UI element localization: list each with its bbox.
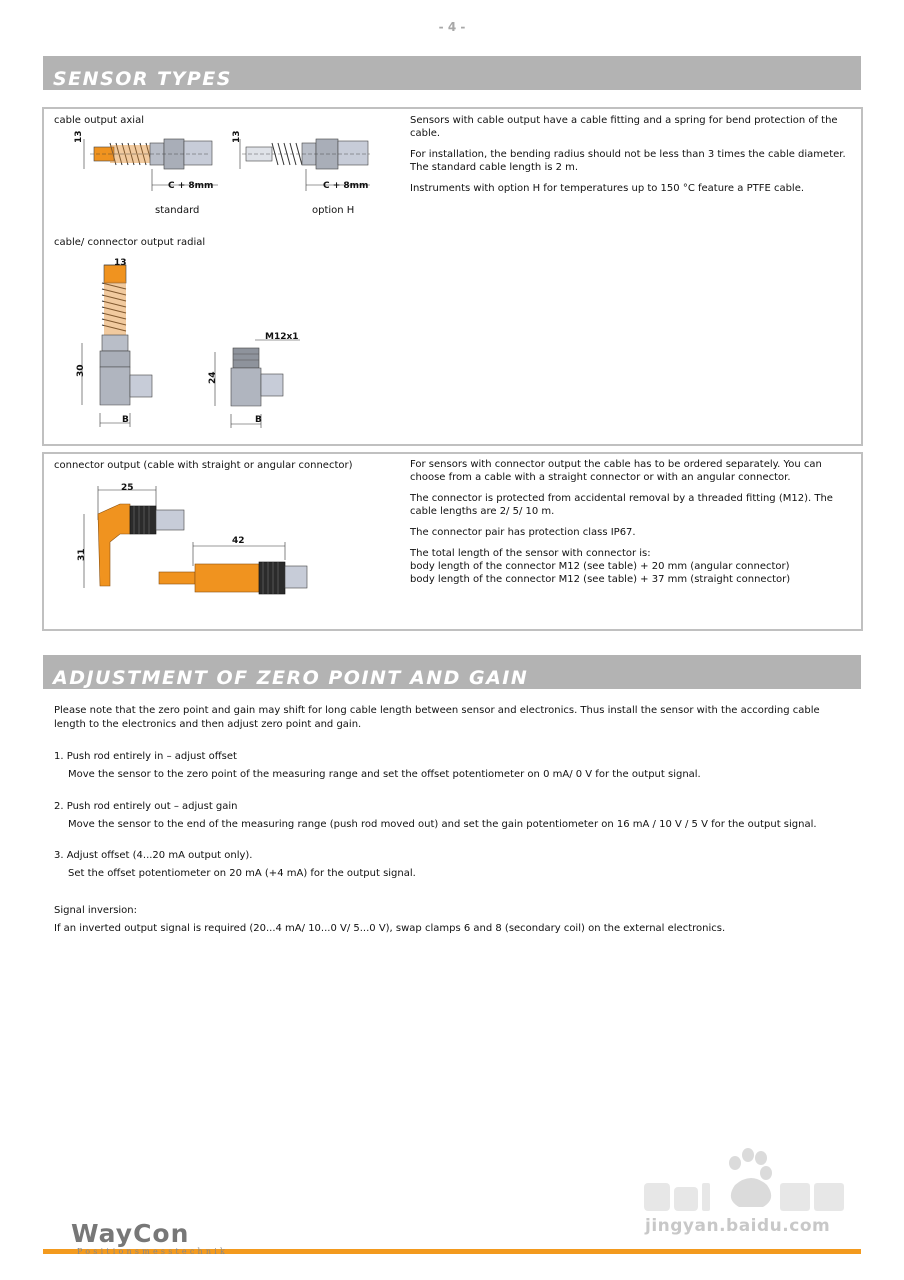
label-cable-output-axial: cable output axial	[54, 115, 144, 126]
adjustment-intro: Please note that the zero point and gain may shift for long cable length between sensor and electronics. Thus install the sensor with the according cable length to the electronics and then adjust zero point and gain.	[54, 705, 820, 730]
label-connector-output: connector output (cable with straight or angular connector)	[54, 460, 353, 471]
step-detail: Move the sensor to the end of the measuring range (push rod moved out) and set the gain potentiometer on 16 mA / 10 V / 5 V for the output signal.	[68, 818, 817, 830]
label-cable-connector-radial: cable/ connector output radial	[54, 237, 206, 248]
dim-b-radial-cable: B	[122, 415, 129, 425]
dim-25: 25	[121, 483, 134, 493]
section-title: ADJUSTMENT OF ZERO POINT AND GAIN	[53, 667, 529, 689]
dim-13-standard: 13	[74, 130, 84, 143]
paragraph: For sensors with connector output the cable has to be ordered separately. You can choose from a cable with a straight connector or with an angular connector.	[410, 459, 822, 483]
section-banner-sensor-types	[43, 56, 861, 90]
section-banner-adjustment	[43, 655, 861, 689]
total-length-intro: The total length of the sensor with connector is:	[410, 548, 651, 559]
signal-inversion	[54, 904, 854, 935]
dim-13-option-h: 13	[232, 130, 242, 143]
connector-description	[410, 458, 856, 586]
dim-30: 30	[76, 364, 86, 377]
step-1	[54, 750, 854, 781]
dim-42: 42	[232, 536, 245, 546]
paragraph: Instruments with option H for temperatures up to 150 °C feature a PTFE cable.	[410, 183, 805, 194]
label-standard: standard	[155, 205, 200, 216]
waycon-logo	[71, 1221, 228, 1256]
step-2	[54, 800, 854, 831]
dim-m12x1: M12x1	[265, 332, 299, 342]
section-title: SENSOR TYPES	[53, 68, 232, 90]
total-length-angular: body length of the connector M12 (see table) + 20 mm (angular connector)	[410, 561, 790, 572]
total-length-straight: body length of the connector M12 (see table) + 37 mm (straight connector)	[410, 574, 791, 585]
paragraph: The connector pair has protection class IP67.	[410, 527, 636, 538]
step-heading: 3. Adjust offset (4...20 mA output only).	[54, 850, 253, 861]
dim-31: 31	[77, 548, 87, 561]
dim-b-radial-connector: B	[255, 415, 262, 425]
dim-24: 24	[208, 371, 218, 384]
step-3	[54, 849, 854, 880]
watermark-text: jingyan.baidu.com	[645, 1216, 831, 1236]
dim-13-radial: 13	[114, 258, 127, 268]
inversion-text: If an inverted output signal is required (20...4 mA/ 10...0 V/ 5...0 V), swap clamps 6 and 8 (secondary coil) on the external electronics.	[54, 922, 726, 934]
brand-tagline: Positionsmesstechnik	[77, 1247, 229, 1256]
label-option-h: option H	[312, 205, 355, 216]
dim-c8-standard: C + 8mm	[168, 181, 214, 191]
inversion-title: Signal inversion:	[54, 905, 138, 916]
step-detail: Set the offset potentiometer on 20 mA (+4 mA) for the output signal.	[68, 867, 416, 879]
paragraph: The connector is protected from accidental removal by a threaded fitting (M12). The cable lengths are 2/ 5/ 10 m.	[410, 493, 833, 517]
sensor-cable-description	[410, 114, 856, 203]
paragraph: For installation, the bending radius should not be less than 3 times the cable diameter. The standard cable length is 2 m.	[410, 149, 846, 173]
step-detail: Move the sensor to the zero point of the measuring range and set the offset potentiometer on 0 mA/ 0 V for the output signal.	[68, 768, 701, 780]
page-number: - 4 -	[438, 20, 466, 34]
brand-name: WayCon	[71, 1219, 190, 1248]
step-heading: 2. Push rod entirely out – adjust gain	[54, 801, 238, 812]
paragraph: Sensors with cable output have a cable fitting and a spring for bend protection of the cable.	[410, 115, 838, 139]
step-heading: 1. Push rod entirely in – adjust offset	[54, 751, 237, 762]
dim-c8-option-h: C + 8mm	[323, 181, 369, 191]
radial-cable-drawing	[72, 255, 172, 430]
